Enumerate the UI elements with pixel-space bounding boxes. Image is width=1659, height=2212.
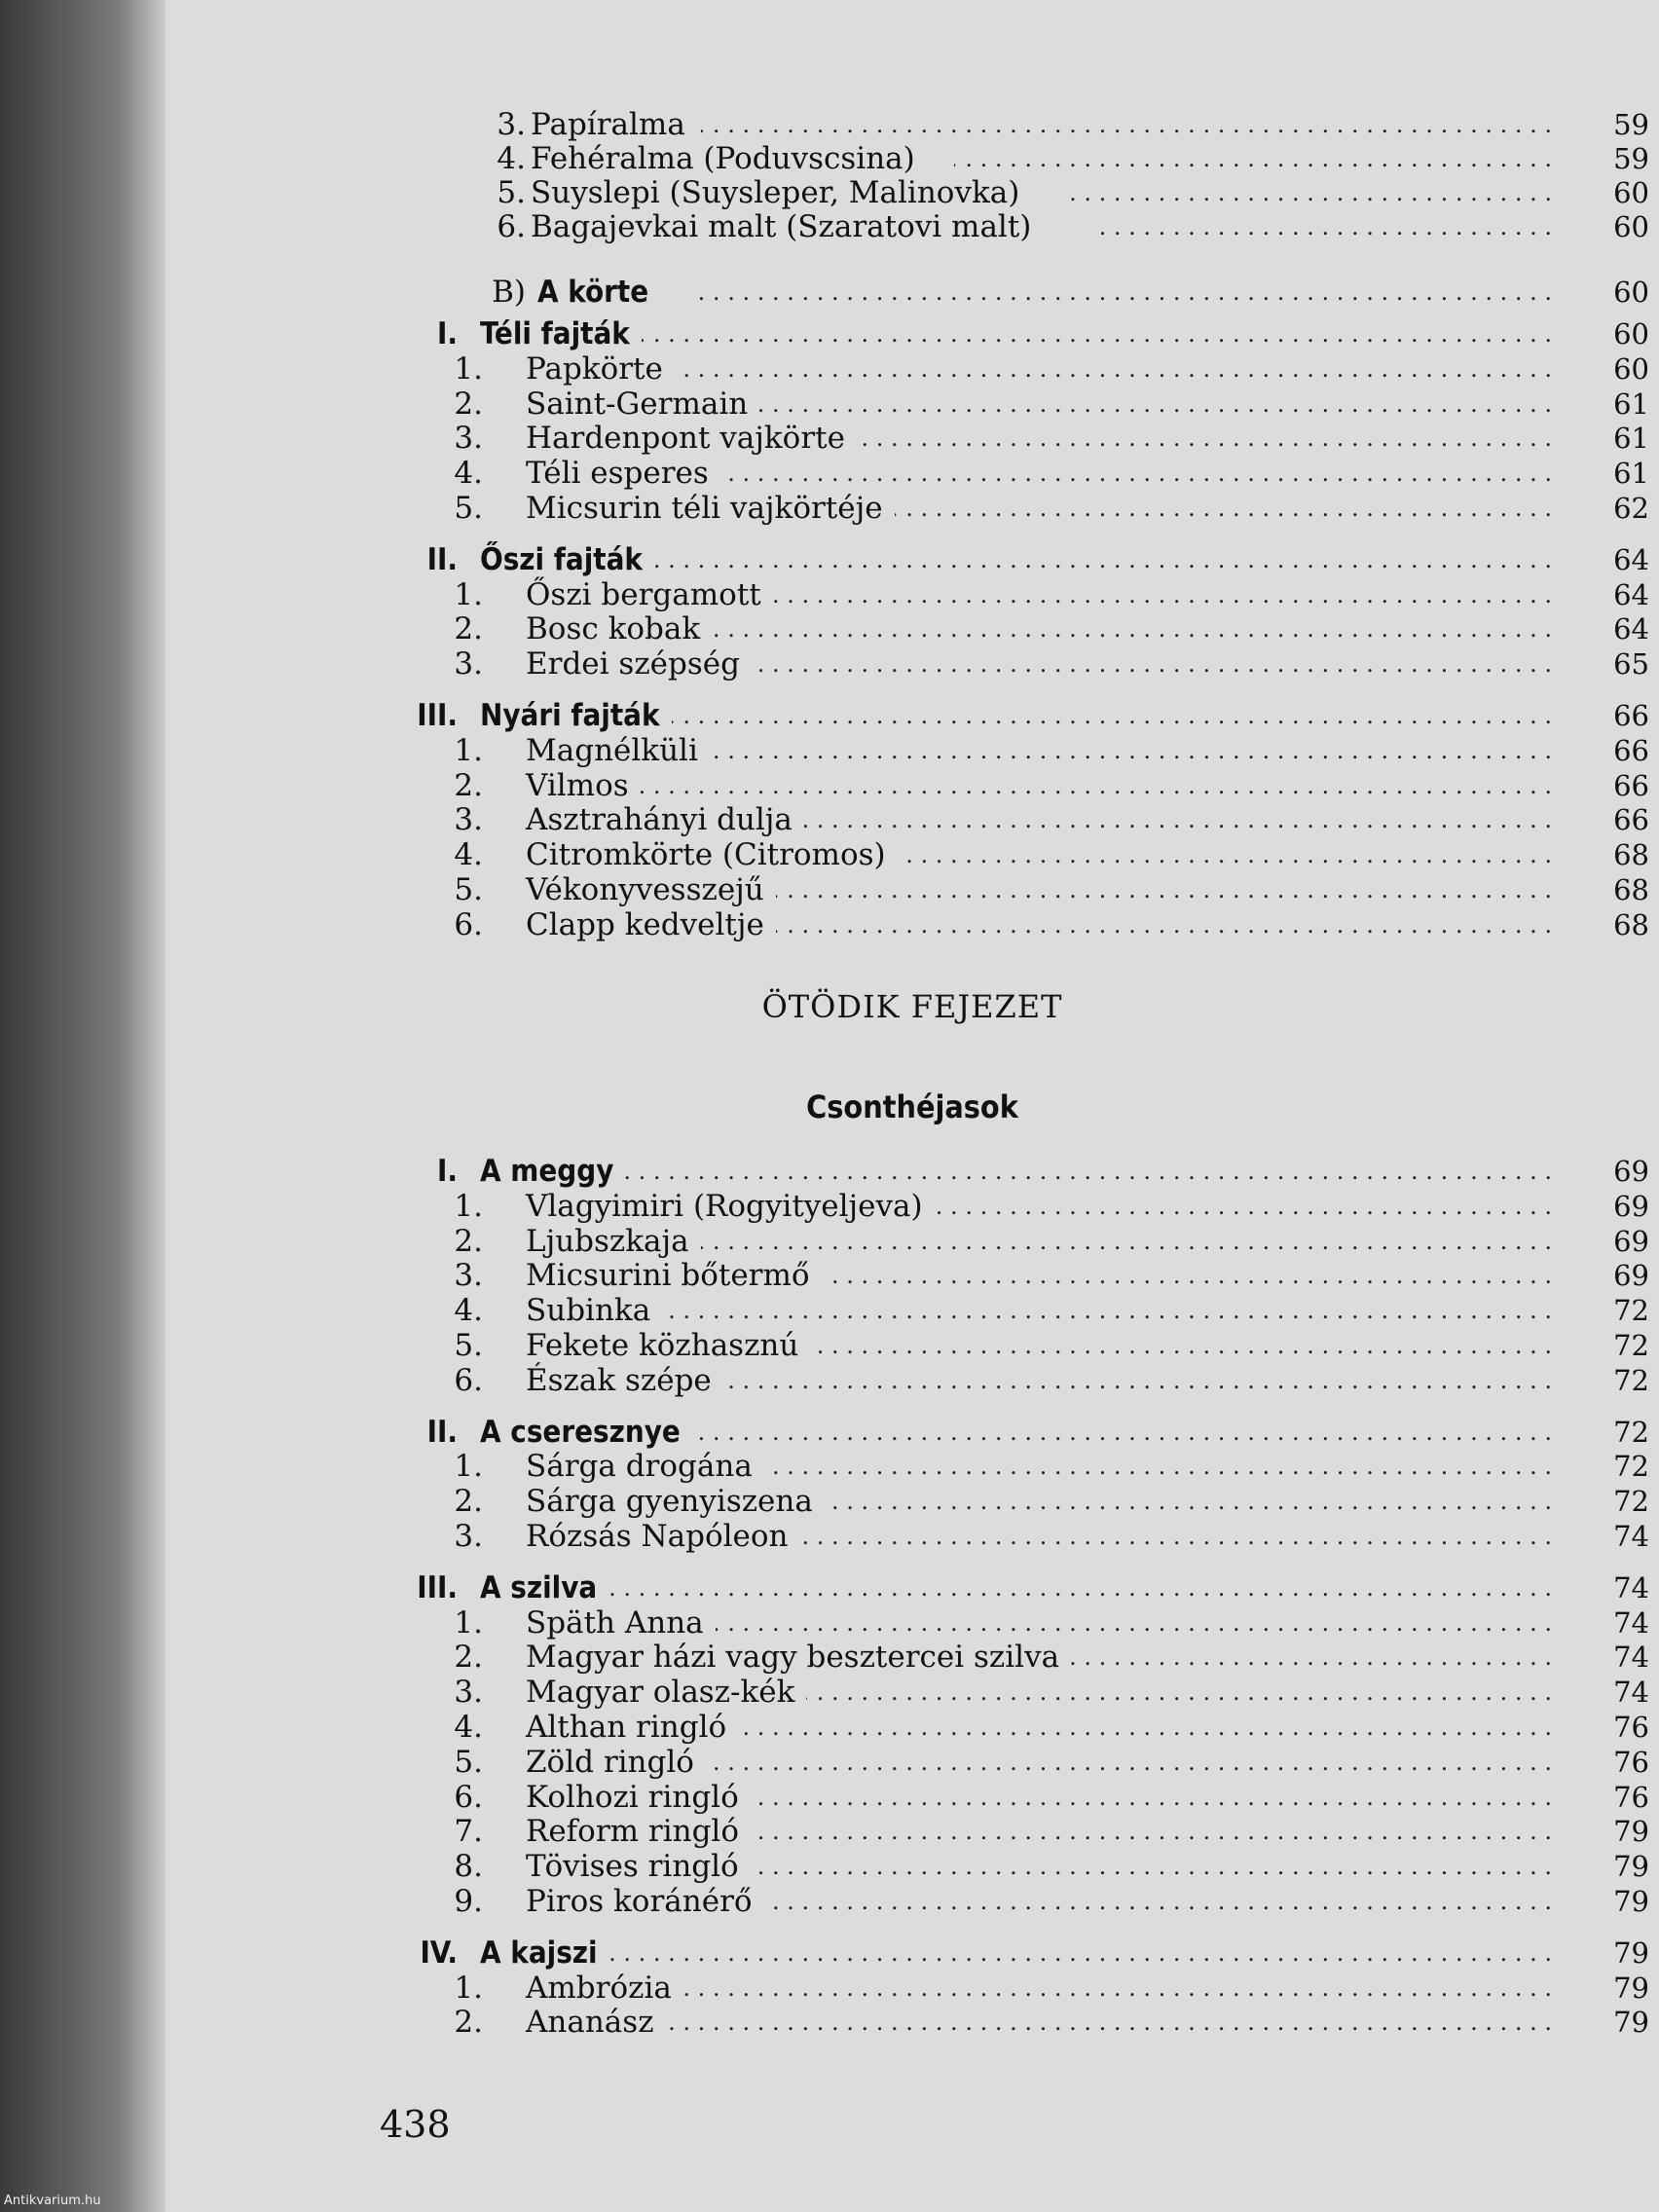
entry-number: 3. [454,1258,483,1294]
entry-number: 2. [454,1640,483,1676]
dot-leader [776,905,1552,944]
entry-number: 5. [454,1328,483,1363]
dot-leader [773,575,1552,614]
entry-number: 5. [454,491,483,526]
dot-leader [776,870,1552,909]
entry-label: Asztrahányi dulja [526,802,793,838]
entry-page: 72 [1613,1485,1649,1519]
entry-page: 74 [1613,1676,1649,1710]
entry-label: Späth Anna [526,1604,704,1641]
dot-leader [954,139,1552,178]
entry-number: 3. [454,1675,483,1711]
entry-label: Micsurini bőtermő [526,1258,810,1294]
toc-entry [166,1673,1659,1712]
toc-entry [166,835,1659,874]
dot-leader [751,1847,1552,1886]
entry-number: 1. [454,1604,483,1641]
toc-entry [166,173,1659,212]
dot-leader [654,540,1552,579]
dot-leader [764,1447,1552,1486]
entry-number: 8. [454,1849,483,1885]
dot-leader [666,2003,1552,2042]
toc-section [166,696,1659,735]
entry-page: 61 [1613,387,1649,421]
dot-leader [822,1256,1552,1295]
entry-label: Fekete közhasznú [526,1328,799,1363]
dot-leader [723,1361,1552,1400]
toc-entry [166,139,1659,178]
entry-number: 2. [454,767,483,803]
entry-number: 1. [454,732,483,768]
entry-page: 66 [1613,803,1649,837]
page-number: 438 [380,2103,451,2146]
section-label: A körte [537,275,649,310]
toc-entry [166,207,1659,246]
toc-entry [166,731,1659,770]
entry-page: 79 [1613,1885,1649,1918]
entry-label: Subinka [526,1293,651,1329]
entry-page: 64 [1613,577,1649,611]
section-label: Téli fajták [480,316,630,351]
entry-page: 64 [1613,612,1649,646]
entry-label: Reform ringló [526,1814,740,1850]
dot-leader [706,1743,1552,1782]
entry-page: 61 [1613,457,1649,491]
dot-leader [738,1708,1552,1747]
entry-label: Vékonyvesszejű [526,872,764,907]
entry-number: 3. [454,421,483,457]
entry-number: 3. [454,646,483,682]
dot-leader [1071,1638,1552,1677]
entry-page: 69 [1613,1224,1649,1258]
toc-entry [166,800,1659,839]
toc-entry [166,489,1659,528]
entry-label: Magyar olasz-kék [526,1675,795,1711]
entry-number: 3. [454,1519,483,1554]
entry-page: 79 [1613,1936,1649,1970]
entry-label: Ananász [526,2005,654,2041]
entry-page: 76 [1613,1745,1649,1779]
entry-label: Althan ringló [526,1710,727,1745]
toc-entry [166,1812,1659,1851]
dot-leader [672,696,1552,735]
entry-page: 60 [1613,276,1649,309]
entry-number: 6. [454,1779,483,1815]
section-label: A kajszi [480,1935,598,1971]
dot-leader [810,1326,1552,1365]
entry-label: Ljubszkaja [526,1223,689,1259]
toc-section [166,540,1659,579]
entry-page: 69 [1613,1189,1649,1223]
toc-entry [166,575,1659,614]
entry-number: 4. [454,456,483,492]
toc-entry [166,1604,1659,1642]
entry-number: 5. [497,175,526,210]
entry-number: I. [437,1154,458,1189]
section-label: Őszi fajták [480,541,643,577]
entry-page: 74 [1613,1641,1649,1675]
entry-label: Zöld ringló [526,1744,694,1780]
dot-leader [608,1568,1552,1607]
entry-label: Észak szépe [526,1362,712,1398]
dot-leader [751,1812,1552,1851]
entry-page: 72 [1613,1450,1649,1484]
entry-number: 7. [454,1814,483,1850]
entry-label: Piros koránérő [526,1884,753,1919]
dot-leader [692,1413,1552,1452]
entry-page: 74 [1613,1520,1649,1553]
entry-label: Magnélküli [526,732,698,768]
toc-entry [166,1778,1659,1817]
toc-entry [166,609,1659,648]
entry-page: 62 [1613,492,1649,525]
dot-leader [806,1673,1552,1712]
entry-page: 59 [1613,142,1649,175]
entry-label: Micsurin téli vajkörtéje [526,491,883,526]
toc-entry [166,1517,1659,1556]
entry-label: Ambrózia [526,1970,672,2006]
dot-leader [825,1482,1552,1521]
dot-leader [1061,173,1552,212]
entry-label: Clapp kedveltje [526,906,764,942]
entry-label: Őszi bergamott [526,576,761,612]
section-label: A szilva [480,1569,598,1605]
toc-entry [166,905,1659,944]
toc-entry [166,350,1659,388]
toc-section [166,314,1659,353]
entry-page: 60 [1613,351,1649,386]
dot-leader [712,609,1552,648]
entry-page: 61 [1613,422,1649,456]
entry-label: Papkörte [526,350,663,387]
entry-page: 66 [1613,768,1649,802]
section-label: A meggy [480,1154,614,1189]
toc-section [166,1934,1659,1972]
entry-number: 1. [454,350,483,387]
entry-page: 66 [1613,699,1649,732]
dot-leader [683,1969,1552,2008]
entry-number: 1. [454,1970,483,2006]
entry-page: 72 [1613,1329,1649,1362]
entry-number: 1. [454,1449,483,1485]
entry-label: Suyslepi (Suysleper, Malinovka) [531,175,1020,210]
toc-entry [166,1447,1659,1486]
entry-page: 72 [1613,1415,1649,1449]
entry-number: 5. [454,1744,483,1780]
toc-entry [166,1847,1659,1886]
entry-label: Erdei szépség [526,646,740,682]
entry-number: 4. [454,837,483,873]
watermark: Antikvarium.hu [4,2194,101,2208]
entry-page: 68 [1613,873,1649,906]
entry-page: 76 [1613,1711,1649,1744]
entry-page: 60 [1613,210,1649,243]
entry-number: III. [417,1569,458,1605]
entry-page: 74 [1613,1605,1649,1640]
entry-page: 79 [1613,1850,1649,1884]
section-label: Nyári fajták [480,698,660,733]
entry-number: 3. [497,107,526,142]
entry-number: 2. [454,1484,483,1520]
toc-entry [166,1256,1659,1295]
entry-number: B) [492,275,526,310]
toc-section-korte [166,273,1659,312]
dot-leader [764,1882,1552,1921]
toc-entry [166,419,1659,458]
toc-section [166,1568,1659,1607]
entry-label: Vilmos [526,767,629,803]
entry-label: Bagajevkai malt (Szaratovi malt) [531,209,1032,244]
entry-number: 2. [454,2005,483,2041]
entry-label: Téli esperes [526,456,709,492]
entry-page: 74 [1613,1570,1649,1604]
entry-page: 60 [1613,317,1649,350]
entry-number: 4. [454,1293,483,1329]
entry-number: 6. [497,209,526,244]
entry-number: 2. [454,386,483,422]
toc-entry [166,1708,1659,1747]
entry-label: Rózsás Napóleon [526,1519,789,1554]
toc-entry [166,1743,1659,1782]
entry-number: 2. [454,611,483,647]
dot-leader [642,314,1552,353]
entry-label: Kolhozi ringló [526,1779,739,1815]
dot-leader [662,1291,1552,1330]
entry-number: 6. [454,1362,483,1398]
dot-leader [691,273,1552,312]
chapter-title: Csonthéjasok [806,1088,1018,1125]
entry-number: 3. [454,802,483,838]
entry-label: Tövises ringló [526,1849,739,1885]
entry-label: Vlagyimiri (Rogyityeljeva) [526,1188,923,1224]
dot-leader [804,800,1552,839]
dot-leader [675,350,1552,388]
entry-number: II. [426,1414,458,1450]
dot-leader [857,419,1552,458]
toc-section [166,1152,1659,1191]
toc-entry [166,1361,1659,1400]
entry-page: 66 [1613,733,1649,767]
dot-leader [701,1222,1552,1261]
entry-number: 4. [454,1710,483,1745]
dot-leader [625,1152,1552,1191]
dot-leader [759,385,1552,424]
toc-entry [166,105,1659,144]
entry-number: 9. [454,1884,483,1919]
entry-label: Hardenpont vajkörte [526,421,845,457]
entry-page: 69 [1613,1155,1649,1188]
entry-number: III. [417,698,458,733]
toc-entry [166,2003,1659,2042]
entry-page: 72 [1613,1363,1649,1397]
entry-label: Citromkörte (Citromos) [526,837,886,873]
dot-leader [710,731,1552,770]
toc-entry [166,1326,1659,1365]
entry-page: 68 [1613,907,1649,941]
entry-label: Fehéralma (Poduvscsina) [531,141,915,176]
dot-leader [641,766,1552,805]
entry-page: 60 [1613,176,1649,209]
toc-entry [166,1291,1659,1330]
dot-leader [898,835,1552,874]
entry-page: 79 [1613,1971,1649,2005]
entry-page: 76 [1613,1780,1649,1814]
entry-page: 59 [1613,108,1649,141]
dot-leader [935,1187,1552,1226]
entry-label: Sárga gyenyiszena [526,1484,813,1520]
entry-label: Papíralma [531,107,685,142]
toc-entry [166,1482,1659,1521]
dot-leader [752,645,1552,683]
entry-number: 2. [454,1223,483,1259]
dot-leader [720,454,1552,493]
chapter-heading: ÖTÖDIK FEJEZET [761,988,1063,1025]
entry-label: Sárga drogána [526,1449,753,1485]
toc-entry [166,870,1659,909]
entry-label: Magyar házi vagy besztercei szilva [526,1640,1060,1676]
entry-number: 1. [454,576,483,612]
toc-entry [166,1969,1659,2008]
dot-leader [751,1778,1552,1817]
dot-leader [1095,207,1552,246]
toc-entry [166,1882,1659,1921]
toc-entry [166,385,1659,424]
entry-number: 4. [497,141,526,176]
entry-number: I. [437,316,458,351]
entry-page: 68 [1613,838,1649,872]
dot-leader [800,1517,1553,1556]
entry-number: II. [426,541,458,577]
dot-leader [609,1934,1552,1972]
dot-leader [895,489,1552,528]
dot-leader [716,1604,1552,1642]
section-label: A cseresznye [480,1414,681,1450]
entry-number: 5. [454,872,483,907]
toc-entry [166,454,1659,493]
entry-label: Bosc kobak [526,611,701,647]
entry-label: Saint-Germain [526,386,749,422]
toc-entry [166,766,1659,805]
dot-leader [701,105,1552,144]
entry-page: 69 [1613,1259,1649,1293]
entry-page: 64 [1613,542,1649,576]
entry-number: 6. [454,906,483,942]
entry-page: 65 [1613,647,1649,682]
entry-number: IV. [420,1935,458,1971]
entry-page: 79 [1613,2006,1649,2040]
entry-page: 79 [1613,1815,1649,1849]
toc-entry [166,1222,1659,1261]
entry-number: 1. [454,1188,483,1224]
book-spine-shadow [0,0,166,2212]
entry-page: 72 [1613,1294,1649,1328]
toc-section [166,1413,1659,1452]
toc-entry [166,645,1659,683]
toc-entry [166,1638,1659,1677]
toc-entry [166,1187,1659,1226]
book-page [166,0,1659,2212]
